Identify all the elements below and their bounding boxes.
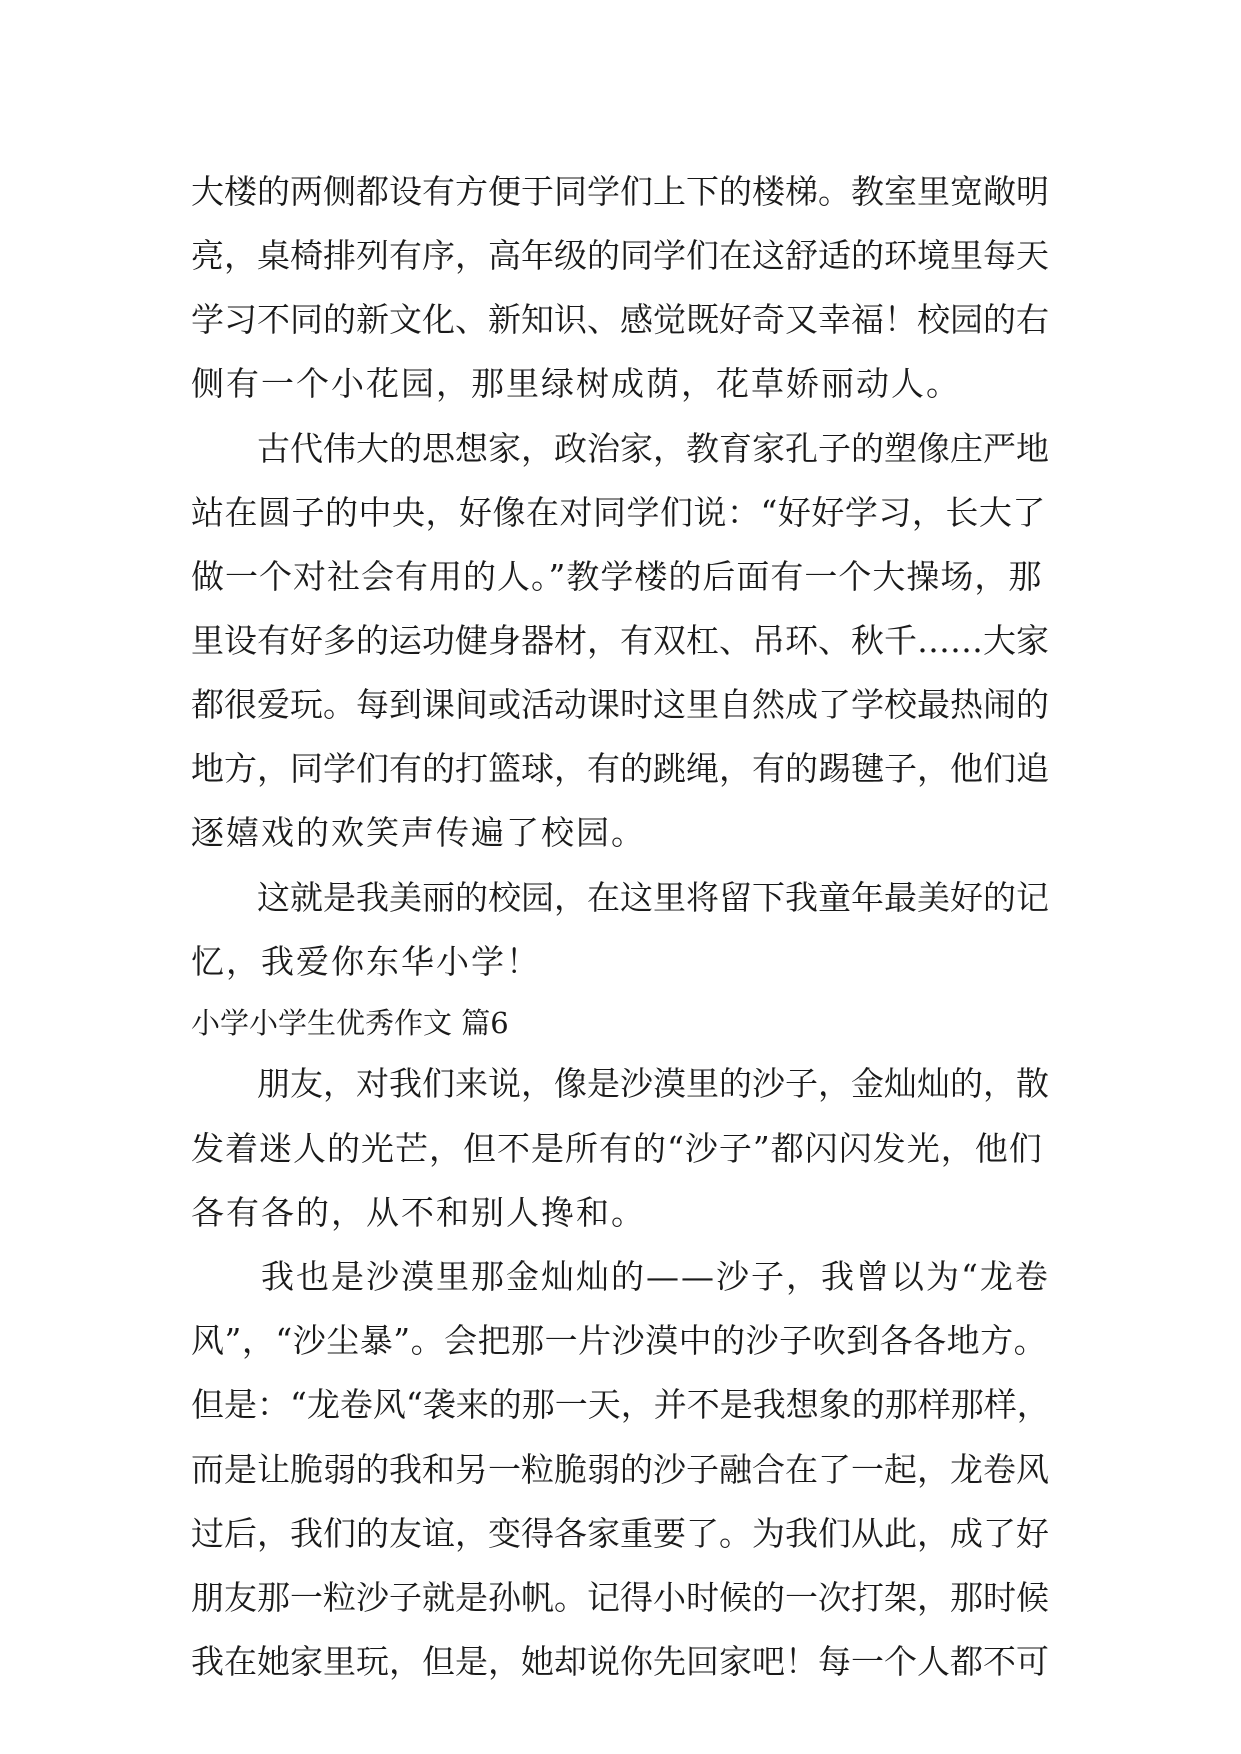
body-line: 各有各的，从不和别人搀和。 <box>191 1193 646 1232</box>
body-line: 大楼的两侧都设有方便于同学们上下的楼梯。教室里宽敞明 <box>191 172 1049 211</box>
body-line: 学习不同的新文化、新知识、感觉既好奇又幸福！校园的右 <box>191 300 1049 339</box>
body-line: 但是：“龙卷风“袭来的那一天，并不是我想象的那样那样， <box>191 1385 1050 1424</box>
body-line: 过后，我们的友谊，变得各家重要了。为我们从此，成了好 <box>191 1514 1049 1553</box>
body-line: 地方，同学们有的打篮球，有的跳绳，有的踢毽子，他们追 <box>191 749 1049 788</box>
body-line: 而是让脆弱的我和另一粒脆弱的沙子融合在了一起，龙卷风 <box>191 1450 1049 1489</box>
body-line: 里设有好多的运功健身器材，有双杠、吊环、秋千……大家 <box>191 621 1049 660</box>
body-line: 风”，“沙尘暴”。会把那一片沙漠中的沙子吹到各各地方。 <box>191 1321 1048 1360</box>
body-line: 发着迷人的光芒，但不是所有的“沙子”都闪闪发光，他们 <box>191 1129 1043 1168</box>
body-line: 站在圆子的中央，好像在对同学们说：“好好学习，长大了 <box>191 493 1046 532</box>
section-heading: 小学小学生优秀作文 篇6 <box>191 1006 509 1040</box>
body-line: 我也是沙漠里那金灿灿的——沙子，我曾以为“龙卷 <box>191 1257 1050 1296</box>
body-line: 忆，我爱你东华小学！ <box>191 942 541 981</box>
body-line: 侧有一个小花园，那里绿树成荫，花草娇丽动人。 <box>191 364 961 403</box>
body-line: 古代伟大的思想家，政治家，教育家孔子的塑像庄严地 <box>191 429 1049 468</box>
body-line: 我在她家里玩，但是，她却说你先回家吧！每一个人都不可 <box>191 1642 1049 1681</box>
body-line: 都很爱玩。每到课间或活动课时这里自然成了学校最热闹的 <box>191 685 1049 724</box>
body-line: 亮，桌椅排列有序，高年级的同学们在这舒适的环境里每天 <box>191 236 1049 275</box>
body-line: 逐嬉戏的欢笑声传遍了校园。 <box>191 813 646 852</box>
body-line: 这就是我美丽的校园，在这里将留下我童年最美好的记 <box>191 878 1049 917</box>
body-line: 做一个对社会有用的人。”教学楼的后面有一个大操场，那 <box>191 557 1043 596</box>
body-line: 朋友，对我们来说，像是沙漠里的沙子，金灿灿的，散 <box>191 1064 1049 1103</box>
body-line: 朋友那一粒沙子就是孙帆。记得小时候的一次打架，那时候 <box>191 1578 1049 1617</box>
